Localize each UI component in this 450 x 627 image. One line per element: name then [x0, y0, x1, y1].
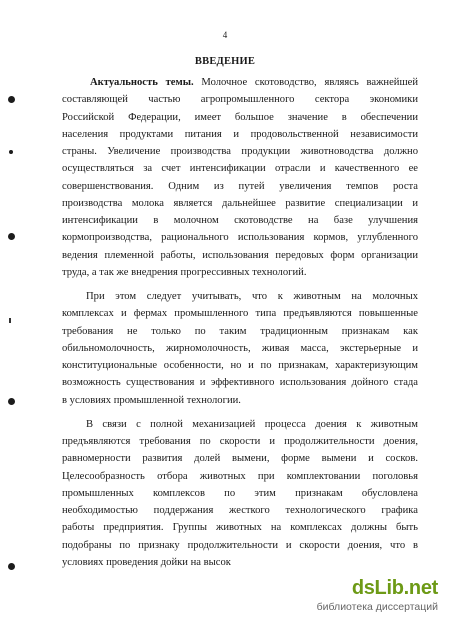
binder-hole-mark [8, 96, 15, 103]
section-heading: ВВЕДЕНИЕ [194, 56, 256, 67]
text-line: обильномолочность, жирномолочность, живая масса, экстерьерные и [62, 342, 418, 354]
text-line: составляющей частью агропромышленного сектора экономики [62, 94, 418, 106]
paragraph-requirements [62, 288, 418, 409]
watermark-brand: dsLib.net [351, 577, 438, 599]
text-line: комплексах и фермах промышленного типа предъявляются повышенные [62, 308, 418, 320]
text-line: необходимостью поддержания жесткого технологического графика [62, 505, 418, 516]
margin-tick-mark [9, 318, 11, 323]
watermark-tagline: библиотека диссертаций [316, 601, 438, 613]
text-line: страны. Увеличение производства продукции животноводства должно [62, 146, 418, 157]
text-line: подобраны по признаку продолжительности и скорости доения, что в [62, 539, 418, 551]
binder-hole-mark [9, 150, 13, 154]
text-line: производства молока является дальнейшее развитие специализации и [62, 197, 418, 209]
paragraph-lead: Актуальность темы. [90, 77, 194, 88]
text-line: промышленных комплексов по этим признакам обусловлена [62, 487, 418, 499]
watermark-logo [310, 577, 438, 615]
body-text [62, 74, 418, 571]
text-line: ведения племенной работы, использования передовых форм организации [62, 249, 418, 261]
paragraph-milking [62, 416, 418, 571]
text-line: интенсификации в молочном скотоводстве на базе улучшения [62, 215, 418, 226]
text-line: совершенствования. Одним из путей увеличения темпов роста [62, 180, 418, 192]
page-number: 4 [222, 30, 228, 40]
text-line: осуществляться за счет интенсификации отрасли и качественного ее [62, 163, 418, 175]
text-line: кормопроизводства, рационального использования кормов, углубленного [62, 232, 418, 244]
text-line: в условиях промышленной технологии. [62, 394, 241, 406]
paragraph-relevance [62, 74, 418, 281]
text-line: равномерности развития долей вымени, форме вымени и сосков. [62, 453, 418, 465]
text-line: населения продуктами питания и продовольственной независимости [62, 128, 418, 140]
text-line: условиях проведения дойки на высок [62, 556, 231, 568]
text-line: В связи с полной механизацией процесса доения к животным [86, 418, 418, 430]
binder-hole-mark [8, 563, 15, 570]
line-text: Молочное скотоводство, являясь важнейшей [193, 77, 418, 88]
text-line: Целесообразность отбора животных при комплектовании поголовья [62, 470, 418, 482]
text-line [62, 74, 418, 91]
text-line: конституциональные особенности, но и по признакам, характеризующим [62, 360, 418, 371]
binder-hole-mark [8, 398, 15, 405]
binder-hole-mark [8, 233, 15, 240]
text-line: требования не только по таким традиционным признакам как [62, 325, 418, 337]
text-line: работы предприятия. Группы животных на комплексах должны быть [62, 522, 418, 534]
text-line: При этом следует учитывать, что к животным на молочных [86, 291, 418, 302]
text-line: предъявляются требования по скорости и продолжительности доения, [62, 436, 418, 447]
text-line: возможность существования и эффективного использования дойного стада [62, 377, 418, 389]
text-line: Российской Федерации, имеет большое значение в обеспечении [62, 111, 418, 123]
text-line: труда, а так же внедрения прогрессивных технологий. [62, 266, 307, 278]
